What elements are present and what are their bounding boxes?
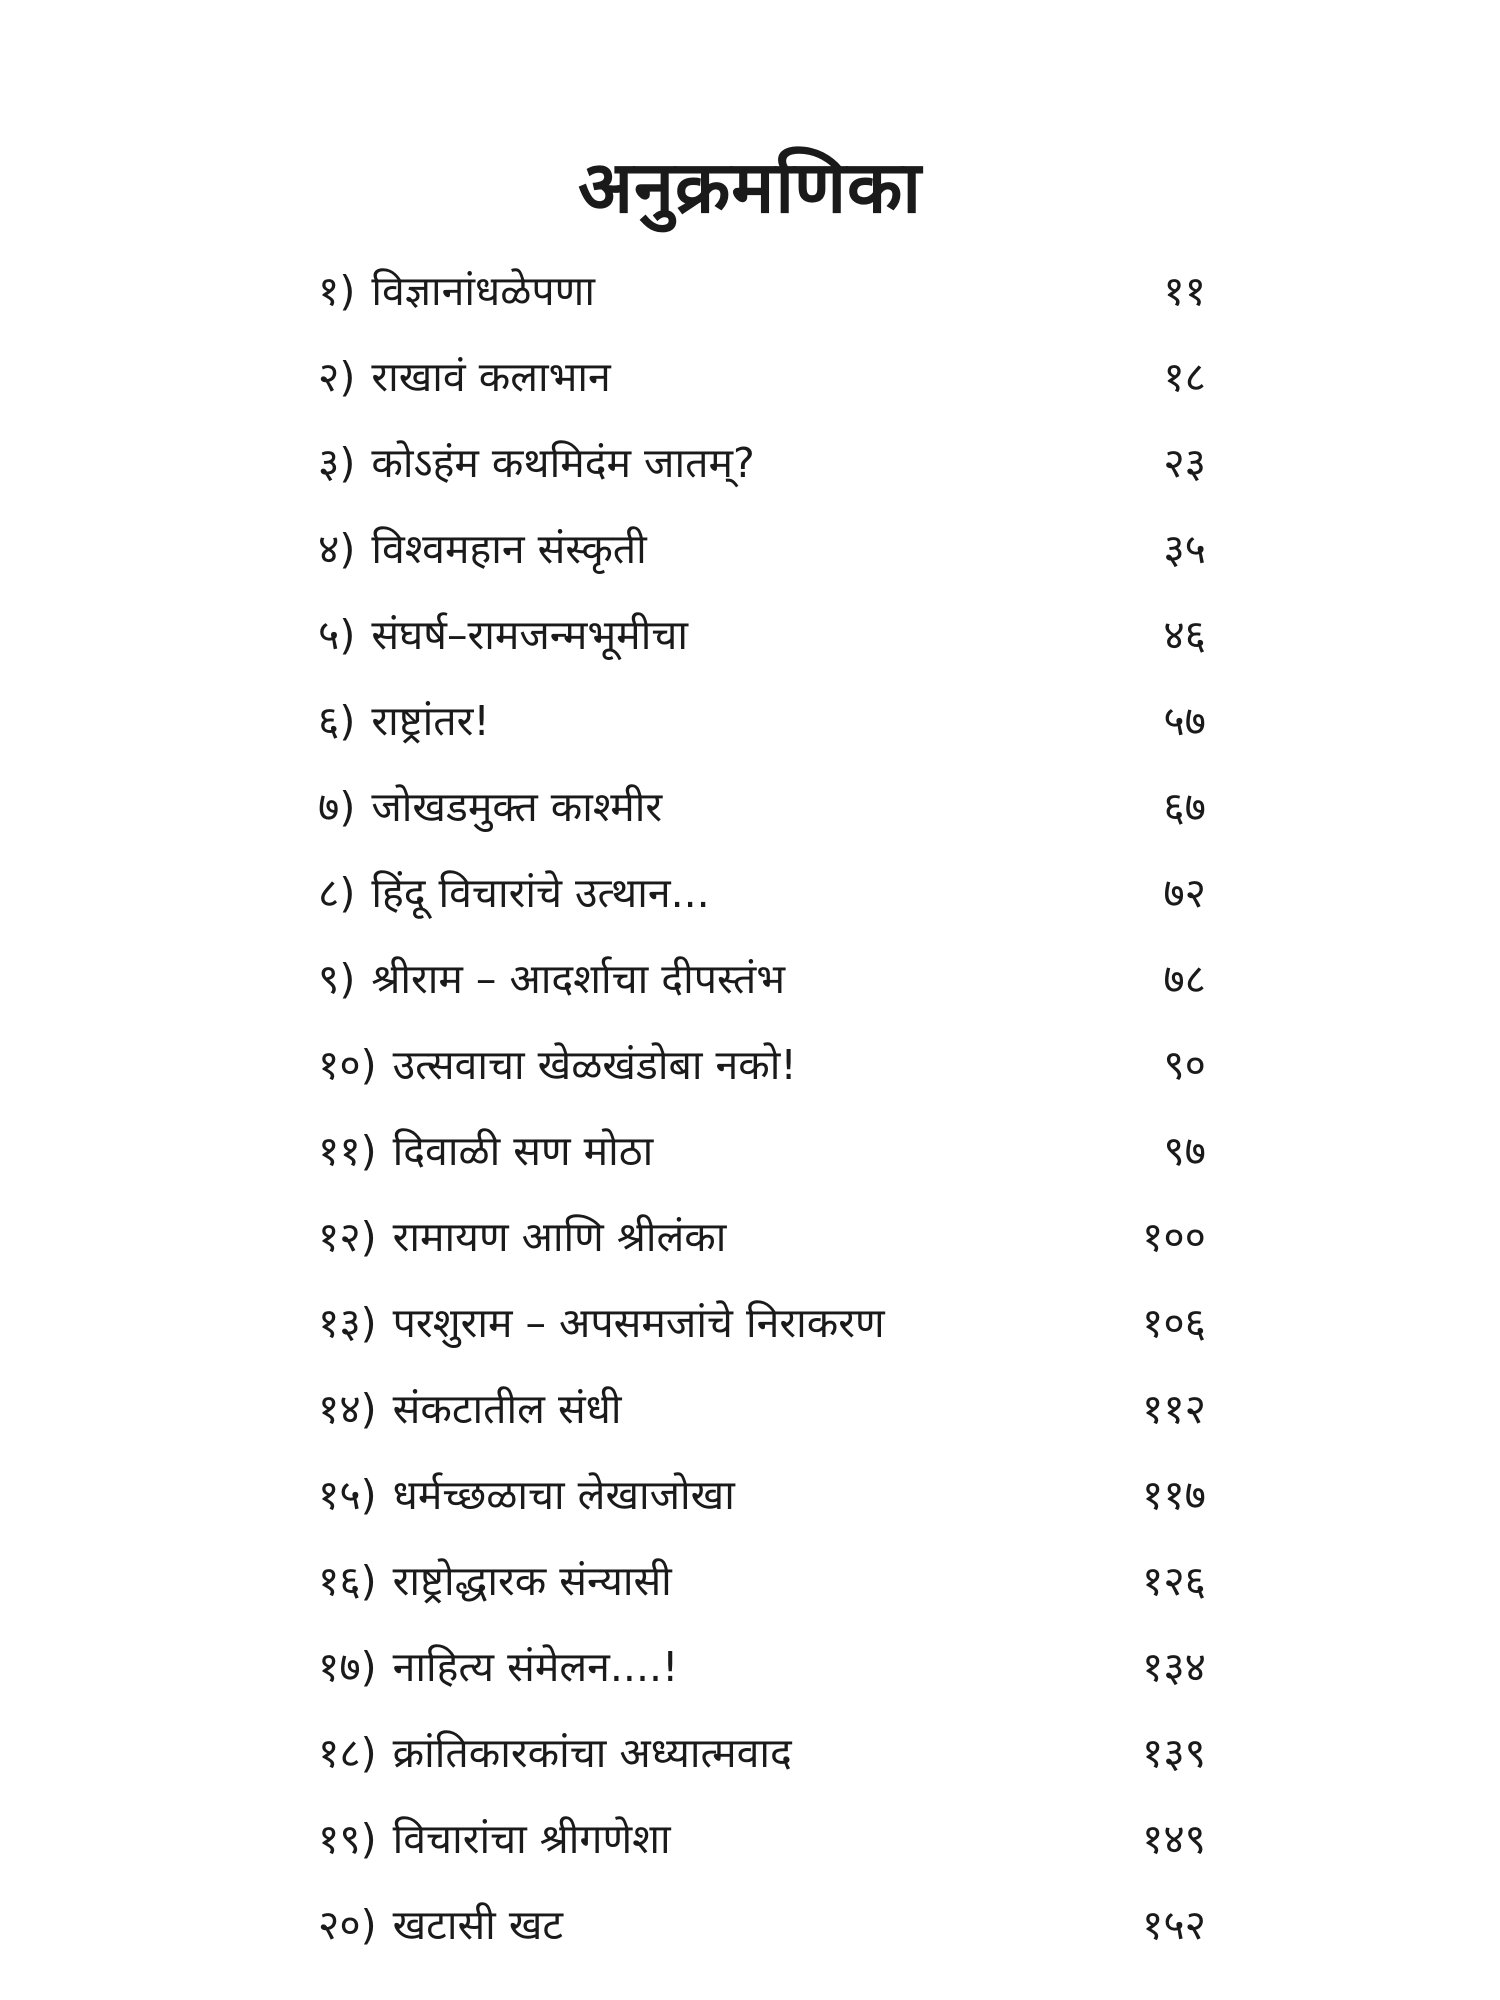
toc-entry <box>318 1710 1206 1796</box>
toc-entry-page: १३९ <box>1142 1728 1206 1777</box>
toc-entry-left <box>318 696 490 745</box>
toc-entry <box>318 334 1206 420</box>
toc-entry-number: ७) <box>318 782 356 831</box>
toc-entry-title: खटासी खट <box>392 1900 564 1949</box>
toc-entry-page: ११२ <box>1142 1384 1206 1433</box>
toc-entry-title: क्रांतिकारकांचा अध्यात्मवाद <box>392 1728 792 1777</box>
toc-entry-number: ६) <box>318 696 356 745</box>
toc-entry-page: १८ <box>1163 352 1206 401</box>
toc-entry-title: विज्ञानांधळेपणा <box>371 266 595 315</box>
toc-entry-left <box>318 954 786 1003</box>
toc-entry-title: राष्ट्रांतर! <box>371 696 490 745</box>
table-of-contents <box>318 248 1206 1968</box>
toc-entry-left <box>318 1900 564 1949</box>
toc-entry-number: १५) <box>318 1470 377 1519</box>
toc-entry-number: ९) <box>318 954 356 1003</box>
toc-entry-page: ३५ <box>1163 524 1206 573</box>
toc-entry-left <box>318 782 663 831</box>
toc-entry-number: ८) <box>318 868 356 917</box>
toc-entry <box>318 678 1206 764</box>
toc-entry <box>318 1194 1206 1280</box>
toc-entry-left <box>318 1642 679 1691</box>
toc-entry-number: १२) <box>318 1212 377 1261</box>
toc-entry <box>318 1108 1206 1194</box>
toc-entry <box>318 592 1206 678</box>
toc-entry-page: १४९ <box>1142 1814 1206 1863</box>
toc-entry-left <box>318 438 755 487</box>
toc-entry <box>318 1538 1206 1624</box>
toc-entry <box>318 1796 1206 1882</box>
toc-entry-title: राखावं कलाभान <box>371 352 611 401</box>
toc-entry <box>318 1882 1206 1968</box>
toc-entry-page: १३४ <box>1142 1642 1206 1691</box>
toc-entry-number: १६) <box>318 1556 377 1605</box>
toc-entry-number: ११) <box>318 1126 377 1175</box>
toc-entry-number: १८) <box>318 1728 377 1777</box>
toc-entry-left <box>318 610 688 659</box>
toc-entry-left <box>318 1298 885 1347</box>
toc-entry-number: १९) <box>318 1814 377 1863</box>
toc-entry-number: १३) <box>318 1298 377 1347</box>
toc-entry-left <box>318 266 595 315</box>
toc-entry-page: ७८ <box>1163 954 1206 1003</box>
toc-entry-page: ११ <box>1163 266 1206 315</box>
toc-entry-left <box>318 868 710 917</box>
toc-entry <box>318 506 1206 592</box>
toc-entry <box>318 1280 1206 1366</box>
toc-entry-left <box>318 1814 671 1863</box>
toc-entry-page: १२६ <box>1142 1556 1206 1605</box>
page-title: अनुक्रमणिका <box>578 145 922 230</box>
toc-entry <box>318 764 1206 850</box>
toc-entry <box>318 420 1206 506</box>
toc-entry-number: ४) <box>318 524 356 573</box>
toc-entry-page: ५७ <box>1163 696 1206 745</box>
toc-entry-title: धर्मच्छळाचा लेखाजोखा <box>392 1470 735 1519</box>
toc-entry-left <box>318 524 647 573</box>
toc-entry-title: दिवाळी सण मोठा <box>392 1126 654 1175</box>
toc-entry-number: १७) <box>318 1642 377 1691</box>
toc-entry-left <box>318 1728 792 1777</box>
toc-entry-number: ३) <box>318 438 356 487</box>
toc-entry-left <box>318 1556 672 1605</box>
toc-entry <box>318 936 1206 1022</box>
toc-entry-number: २) <box>318 352 356 401</box>
toc-entry-title: संघर्ष–रामजन्मभूमीचा <box>371 610 688 659</box>
toc-entry-number: १) <box>318 266 356 315</box>
toc-entry-title: संकटातील संधी <box>392 1384 622 1433</box>
toc-entry-page: ९० <box>1163 1040 1206 1089</box>
toc-entry-left <box>318 1384 622 1433</box>
toc-entry-title: राष्ट्रोद्धारक संन्यासी <box>392 1556 672 1605</box>
toc-entry-title: रामायण आणि श्रीलंका <box>392 1212 727 1261</box>
toc-entry-page: ६७ <box>1163 782 1206 831</box>
toc-entry-page: १५२ <box>1142 1900 1206 1949</box>
toc-entry <box>318 1366 1206 1452</box>
toc-entry-number: १०) <box>318 1040 377 1089</box>
toc-entry-number: २०) <box>318 1900 377 1949</box>
toc-entry-page: ४६ <box>1163 610 1206 659</box>
toc-entry-left <box>318 1040 797 1089</box>
toc-entry-number: १४) <box>318 1384 377 1433</box>
toc-entry-title: कोऽहंम कथमिदंम जातम्? <box>371 438 755 487</box>
toc-entry-number: ५) <box>318 610 356 659</box>
toc-entry-title: हिंदू विचारांचे उत्थान... <box>371 868 710 917</box>
toc-entry-title: विश्वमहान संस्कृती <box>371 524 647 573</box>
toc-entry-page: ७२ <box>1163 868 1206 917</box>
toc-entry-title: श्रीराम – आदर्शाचा दीपस्तंभ <box>371 954 786 1003</box>
toc-entry-title: जोखडमुक्त काश्मीर <box>371 782 663 831</box>
toc-entry-left <box>318 352 611 401</box>
toc-entry-page: २३ <box>1163 438 1206 487</box>
toc-entry <box>318 1452 1206 1538</box>
toc-entry-page: १०६ <box>1142 1298 1206 1347</box>
toc-entry-title: परशुराम – अपसमजांचे निराकरण <box>392 1298 885 1347</box>
toc-entry-page: ११७ <box>1142 1470 1206 1519</box>
toc-entry-left <box>318 1470 735 1519</box>
toc-entry-title: विचारांचा श्रीगणेशा <box>392 1814 671 1863</box>
toc-entry-page: ९७ <box>1163 1126 1206 1175</box>
toc-entry-title: उत्सवाचा खेळखंडोबा नको! <box>392 1040 797 1089</box>
toc-entry-title: नाहित्य संमेलन....! <box>392 1642 679 1691</box>
toc-entry <box>318 248 1206 334</box>
toc-entry-left <box>318 1212 727 1261</box>
toc-entry <box>318 1022 1206 1108</box>
toc-entry <box>318 1624 1206 1710</box>
toc-entry <box>318 850 1206 936</box>
toc-entry-left <box>318 1126 654 1175</box>
toc-entry-page: १०० <box>1142 1212 1206 1261</box>
